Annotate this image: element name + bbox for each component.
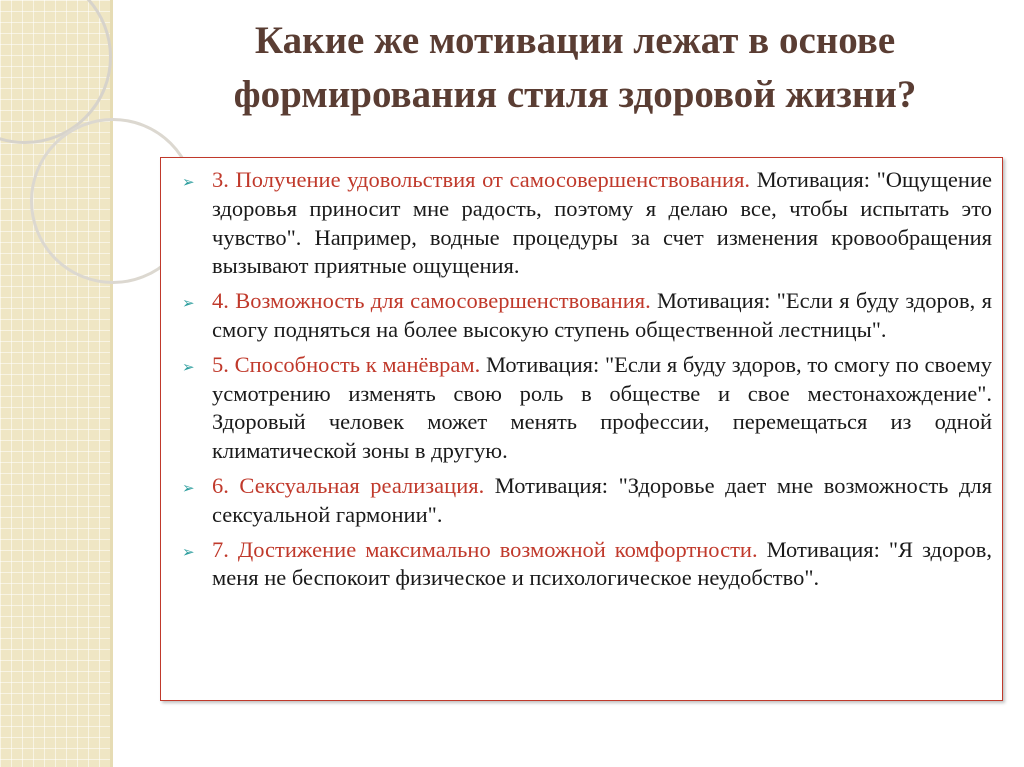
list-item — [161, 536, 992, 594]
list-item — [161, 166, 992, 281]
list-item — [161, 472, 992, 530]
item-heading: 3. Получение удовольствия от самосовершенствования. — [212, 167, 751, 192]
item-heading: 5. Способность к манёврам. — [212, 351, 481, 377]
item-text: Мотивация: "Я здоров, меня не беспокоит физическое и психологическое неудобство". — [212, 536, 992, 591]
side-band-edge — [110, 0, 113, 767]
motivation-list — [161, 158, 1002, 593]
list-item — [161, 287, 992, 345]
slide-title: Какие же мотивации лежат в основе формирования стиля здоровой жизни? — [233, 19, 917, 116]
list-item — [161, 351, 992, 466]
content-box — [160, 157, 1003, 701]
item-text: Мотивация: "Если я буду здоров, я смогу подняться на более высокую ступень общественной лестницы". — [212, 288, 992, 342]
item-heading: 7. Достижение максимально возможной комфортности. — [212, 536, 758, 562]
item-heading: 4. Возможность для самосовершенствования. — [212, 288, 651, 314]
chevron-right-icon: ➢ — [182, 294, 195, 313]
item-text: Мотивация: "Здоровье дает мне возможность для сексуальной гармонии". — [212, 472, 992, 527]
item-text: Мотивация: "Ощущение здоровья приносит мне радость, поэтому я делаю все, чтобы испытать это чувство". Например, водные процедуры за счет изменения кровообращения вызывают приятные ощущения. — [212, 167, 992, 279]
item-text: Мотивация: "Если я буду здоров, то смогу по своему усмотрению изменять свою роль в обществе и свое местонахождение". Здоровый человек может менять профессии, перемещаться из одной климатической зоны в другую. — [212, 351, 992, 464]
chevron-right-icon: ➢ — [182, 542, 195, 561]
chevron-right-icon: ➢ — [182, 173, 195, 191]
chevron-right-icon: ➢ — [182, 478, 195, 497]
chevron-right-icon: ➢ — [182, 357, 195, 376]
item-heading: 6. Сексуальная реализация. — [212, 472, 485, 498]
